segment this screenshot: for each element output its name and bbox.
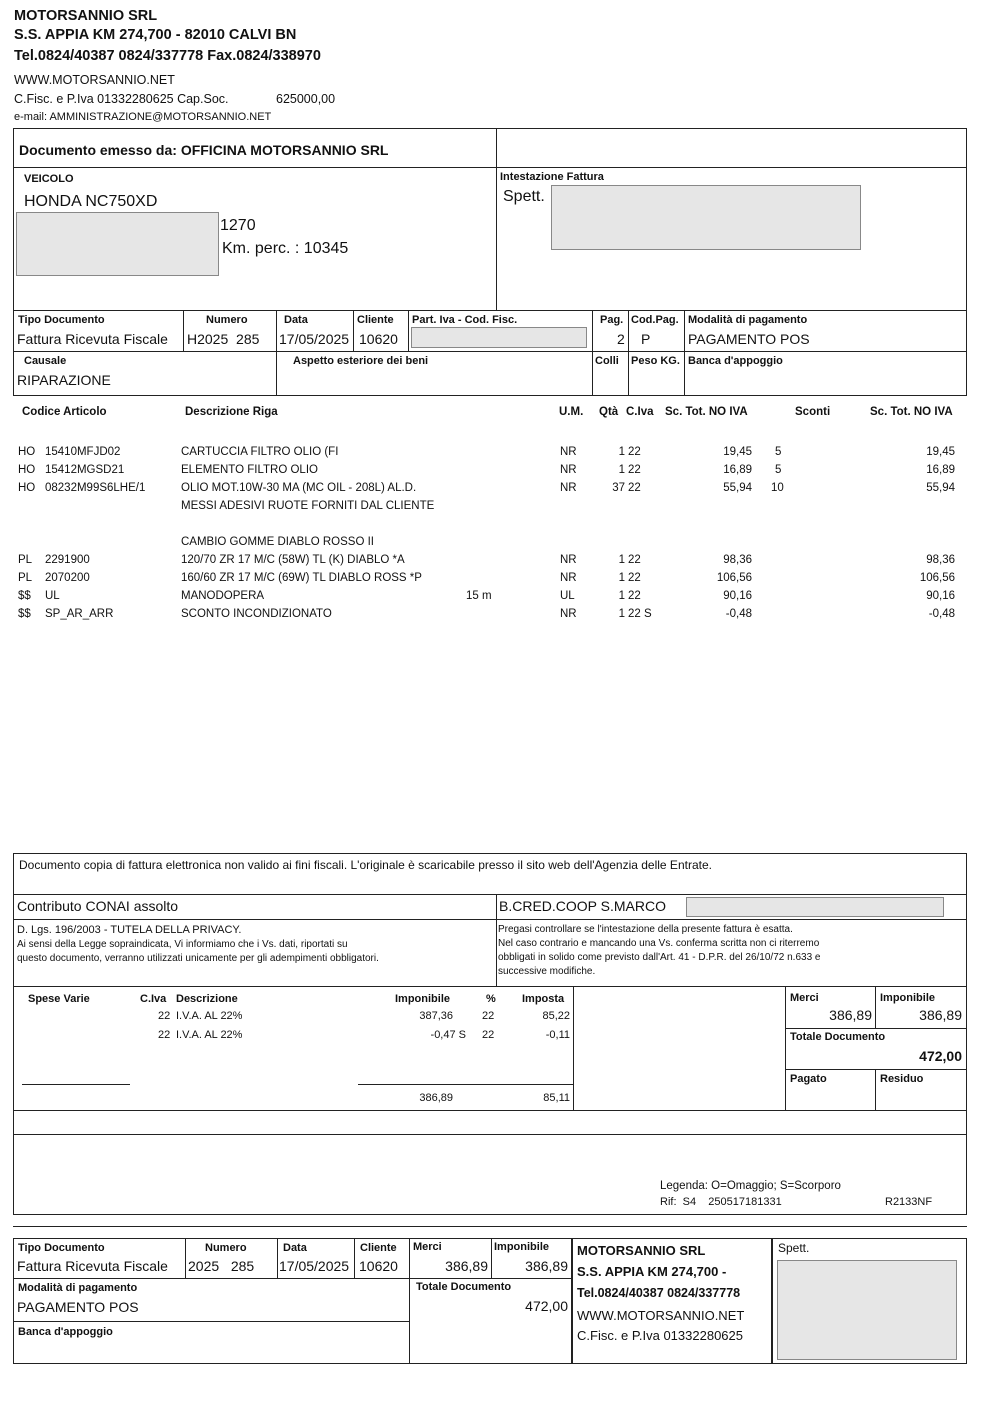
company-web: WWW.MOTORSANNIO.NET [14, 73, 175, 87]
col-sconti: Sconti [795, 406, 831, 418]
vat-imposta-label: Imposta [522, 993, 565, 1005]
item-total: 90,16 [926, 590, 955, 602]
item-um: UL [560, 590, 575, 602]
item-civa: 22 [628, 482, 641, 494]
copy-note: Documento copia di fattura elettronica non valido ai fini fiscali. L'originale è scaricabile presso il sito web dell'Agenzia delle Entrate. [19, 858, 712, 872]
causale-label: Causale [24, 355, 67, 367]
item-prefix: PL [18, 554, 33, 566]
item-civa: 22 S [628, 608, 652, 620]
privacy-line-2: questo documento, verranno utilizzati unicamente per gli adempimenti obbligatori. [17, 953, 379, 964]
cliente-value: 10620 [359, 331, 398, 347]
col-qta: Qtà [599, 406, 619, 418]
item-desc: 120/70 ZR 17 M/C (58W) TL (K) DIABLO *A [181, 554, 405, 566]
vat-row-perc: 22 [482, 1029, 495, 1041]
item-desc: OLIO MOT.10W-30 MA (MC OIL - 208L) AL.D. [181, 482, 417, 494]
col-sctot1: Sc. Tot. NO IVA [665, 406, 748, 418]
item-prefix: $$ [18, 608, 31, 620]
item-civa: 22 [628, 572, 641, 584]
item-qta: 1 [618, 464, 625, 476]
codpag-value: P [641, 331, 651, 347]
redacted-customer [551, 185, 861, 250]
item-um: NR [560, 464, 577, 476]
item-disc: 5 [775, 464, 782, 476]
item-civa: 22 [628, 590, 641, 602]
company-address: S.S. APPIA KM 274,700 - 82010 CALVI BN [14, 27, 297, 43]
billing-spett: Spett. [503, 188, 545, 205]
numero-value: H2025 285 [187, 331, 260, 347]
col-civa: C.Iva [626, 406, 654, 418]
item-row [0, 536, 1000, 552]
tipo-label: Tipo Documento [18, 314, 105, 326]
stub-cliente-label: Cliente [360, 1242, 397, 1254]
col-descrizione: Descrizione Riga [185, 406, 278, 418]
cliente-label: Cliente [357, 314, 394, 326]
stub-co-web: WWW.MOTORSANNIO.NET [577, 1308, 745, 1323]
item-row [0, 590, 1000, 606]
banca-label: Banca d'appoggio [688, 355, 783, 367]
stub-tipo-label: Tipo Documento [18, 1242, 105, 1254]
stub-data-label: Data [283, 1242, 307, 1254]
modalita-label: Modalità di pagamento [688, 314, 808, 326]
item-disc: 10 [771, 482, 784, 494]
item-desc: SCONTO INCONDIZIONATO [181, 608, 332, 620]
item-total: 16,89 [926, 464, 955, 476]
item-price: 55,94 [723, 482, 752, 494]
item-desc: MANODOPERA [181, 590, 265, 602]
item-um: NR [560, 446, 577, 458]
item-qta: 1 [618, 446, 625, 458]
company-capital: 625000,00 [276, 92, 336, 106]
col-um: U.M. [559, 406, 584, 418]
stub-totale-label: Totale Documento [416, 1281, 512, 1293]
issued-by: Documento emesso da: OFFICINA MOTORSANNIO SRL [19, 142, 389, 158]
totale-value: 472,00 [919, 1048, 962, 1064]
stub-co-name: MOTORSANNIO SRL [577, 1243, 706, 1258]
item-desc: CAMBIO GOMME DIABLO ROSSO II [181, 536, 374, 548]
numero-label: Numero [206, 314, 248, 326]
rif: Rif: S4 250517181331 [660, 1196, 782, 1208]
item-row [0, 554, 1000, 570]
peso-label: Peso KG. [631, 355, 680, 367]
redacted-iban [686, 897, 944, 917]
privacy-title: D. Lgs. 196/2003 - TUTELA DELLA PRIVACY. [17, 924, 242, 936]
stub-merci: 386,89 [445, 1258, 488, 1274]
data-value: 17/05/2025 [279, 331, 350, 347]
vat-perc-label: % [486, 993, 496, 1005]
vat-row-impon: -0,47 S [430, 1029, 466, 1041]
item-um: NR [560, 572, 577, 584]
vat-row-civa: 22 [158, 1029, 171, 1041]
item-um: NR [560, 482, 577, 494]
item-civa: 22 [628, 554, 641, 566]
stub-merci-label: Merci [413, 1241, 442, 1253]
company-fiscal: C.Fisc. e P.Iva 01332280625 Cap.Soc. [14, 92, 229, 106]
check-line-2: Nel caso contrario e mancando una Vs. conferma scritta non ci riterremo [498, 938, 820, 949]
merci-value: 386,89 [829, 1007, 872, 1023]
colli-label: Colli [595, 355, 619, 367]
vat-row-imposta: -0,11 [545, 1029, 570, 1041]
item-row [0, 446, 1000, 462]
vehicle-model: HONDA NC750XD [24, 193, 158, 210]
item-code: 2070200 [45, 572, 90, 584]
imponibile-value: 386,89 [919, 1007, 962, 1023]
stub-modalita-label: Modalità di pagamento [18, 1282, 138, 1294]
stub-co-fisc: C.Fisc. e P.Iva 01332280625 [577, 1328, 743, 1343]
pagato-label: Pagato [790, 1073, 827, 1085]
stub-data: 17/05/2025 [279, 1258, 350, 1274]
item-prefix: $$ [18, 590, 31, 602]
piva-label: Part. Iva - Cod. Fisc. [412, 314, 518, 326]
vehicle-km: Km. perc. : 10345 [222, 240, 349, 257]
item-qta: 37 [612, 482, 625, 494]
redacted-stub-customer [777, 1260, 957, 1360]
item-civa: 22 [628, 464, 641, 476]
vat-row-imposta: 85,22 [542, 1010, 570, 1022]
item-row [0, 500, 1000, 516]
col-sctot2: Sc. Tot. NO IVA [870, 406, 953, 418]
item-row [0, 608, 1000, 624]
item-qta: 1 [618, 608, 625, 620]
item-extra: 15 m [466, 590, 492, 602]
vat-row-impon: 387,36 [419, 1010, 453, 1022]
item-row [0, 464, 1000, 480]
check-line-4: successive modifiche. [498, 966, 596, 977]
stub-numero: 2025 285 [188, 1258, 255, 1274]
rif-code: R2133NF [885, 1196, 933, 1208]
item-price: 19,45 [723, 446, 752, 458]
vat-impon-total: 386,89 [419, 1092, 453, 1104]
privacy-line-1: Ai sensi della Legge sopraindicata, Vi informiamo che i Vs. dati, riportati su [17, 939, 348, 950]
item-desc: CARTUCCIA FILTRO OLIO (FI [181, 446, 339, 458]
item-prefix: HO [18, 446, 36, 458]
vat-row-perc: 22 [482, 1010, 495, 1022]
item-price: 90,16 [723, 590, 752, 602]
item-price: -0,48 [725, 608, 752, 620]
spese-label: Spese Varie [28, 993, 90, 1005]
stub-totale: 472,00 [525, 1298, 568, 1314]
stub-impon: 386,89 [525, 1258, 568, 1274]
vat-impon-label: Imponibile [395, 993, 450, 1005]
check-line-3: obbligati in solido come previsto dall'Art. 41 - D.P.R. del 26/10/72 n.633 e [498, 952, 821, 963]
stub-cliente: 10620 [359, 1258, 398, 1274]
data-label: Data [284, 314, 308, 326]
totale-label: Totale Documento [790, 1031, 886, 1043]
aspetto-label: Aspetto esteriore dei beni [293, 355, 429, 367]
vat-row-desc: I.V.A. AL 22% [176, 1010, 243, 1022]
vat-row-desc: I.V.A. AL 22% [176, 1029, 243, 1041]
vehicle-label: VEICOLO [24, 173, 74, 185]
item-total: 106,56 [919, 572, 955, 584]
col-codice: Codice Articolo [22, 406, 107, 418]
vat-imposta-total: 85,11 [543, 1092, 570, 1104]
company-email: e-mail: AMMINISTRAZIONE@MOTORSANNIO.NET [14, 111, 272, 123]
stub-co-addr: S.S. APPIA KM 274,700 - [577, 1264, 727, 1279]
item-row [0, 572, 1000, 588]
item-total: 55,94 [926, 482, 955, 494]
bank-name: B.CRED.COOP S.MARCO [499, 898, 666, 914]
item-desc: 160/60 ZR 17 M/C (69W) TL DIABLO ROSS *P [181, 572, 422, 584]
legend: Legenda: O=Omaggio; S=Scorporo [660, 1180, 841, 1192]
pag-label: Pag. [600, 314, 624, 326]
item-qta: 1 [618, 572, 625, 584]
vat-civa-label: C.Iva [140, 993, 167, 1005]
codpag-label: Cod.Pag. [631, 314, 679, 326]
vat-descr-label: Descrizione [176, 993, 238, 1005]
merci-label: Merci [790, 992, 819, 1004]
tipo-value: Fattura Ricevuta Fiscale [17, 331, 168, 347]
company-phones: Tel.0824/40387 0824/337778 Fax.0824/338970 [14, 48, 321, 64]
stub-impon-label: Imponibile [494, 1241, 549, 1253]
billing-label: Intestazione Fattura [500, 171, 604, 183]
item-code: 08232M99S6LHE/1 [45, 482, 146, 494]
item-qta: 1 [618, 554, 625, 566]
item-code: UL [45, 590, 60, 602]
redacted-plate [16, 212, 219, 276]
item-price: 106,56 [716, 572, 752, 584]
item-row [0, 482, 1000, 498]
item-total: 19,45 [926, 446, 955, 458]
residuo-label: Residuo [880, 1073, 924, 1085]
item-um: NR [560, 554, 577, 566]
item-qta: 1 [618, 590, 625, 602]
check-line-1: Pregasi controllare se l'intestazione della presente fattura è esatta. [498, 924, 793, 935]
pag-value: 2 [617, 331, 625, 347]
causale-value: RIPARAZIONE [17, 372, 111, 388]
redacted-piva [411, 327, 587, 348]
modalita-value: PAGAMENTO POS [688, 331, 810, 347]
item-disc: 5 [775, 446, 782, 458]
item-total: -0,48 [928, 608, 955, 620]
imponibile-label: Imponibile [880, 992, 935, 1004]
stub-modalita: PAGAMENTO POS [17, 1299, 139, 1315]
vehicle-code-suffix: 1270 [220, 217, 256, 234]
item-prefix: HO [18, 464, 36, 476]
item-total: 98,36 [926, 554, 955, 566]
item-prefix: HO [18, 482, 36, 494]
stub-tipo: Fattura Ricevuta Fiscale [17, 1258, 168, 1274]
stub-numero-label: Numero [205, 1242, 247, 1254]
item-code: 15412MGSD21 [45, 464, 125, 476]
stub-co-tel: Tel.0824/40387 0824/337778 [577, 1286, 741, 1300]
conai-note: Contributo CONAI assolto [17, 898, 179, 914]
item-um: NR [560, 608, 577, 620]
item-desc: ELEMENTO FILTRO OLIO [181, 464, 318, 476]
item-desc: MESSI ADESIVI RUOTE FORNITI DAL CLIENTE [181, 500, 435, 512]
company-name: MOTORSANNIO SRL [14, 8, 158, 24]
vat-row-civa: 22 [158, 1010, 171, 1022]
item-code: 2291900 [45, 554, 90, 566]
item-prefix: PL [18, 572, 33, 584]
item-code: 15410MFJD02 [45, 446, 121, 458]
item-price: 16,89 [723, 464, 752, 476]
stub-spett: Spett. [778, 1241, 810, 1255]
item-civa: 22 [628, 446, 641, 458]
item-price: 98,36 [723, 554, 752, 566]
stub-banca-label: Banca d'appoggio [18, 1326, 113, 1338]
item-code: SP_AR_ARR [45, 608, 114, 620]
